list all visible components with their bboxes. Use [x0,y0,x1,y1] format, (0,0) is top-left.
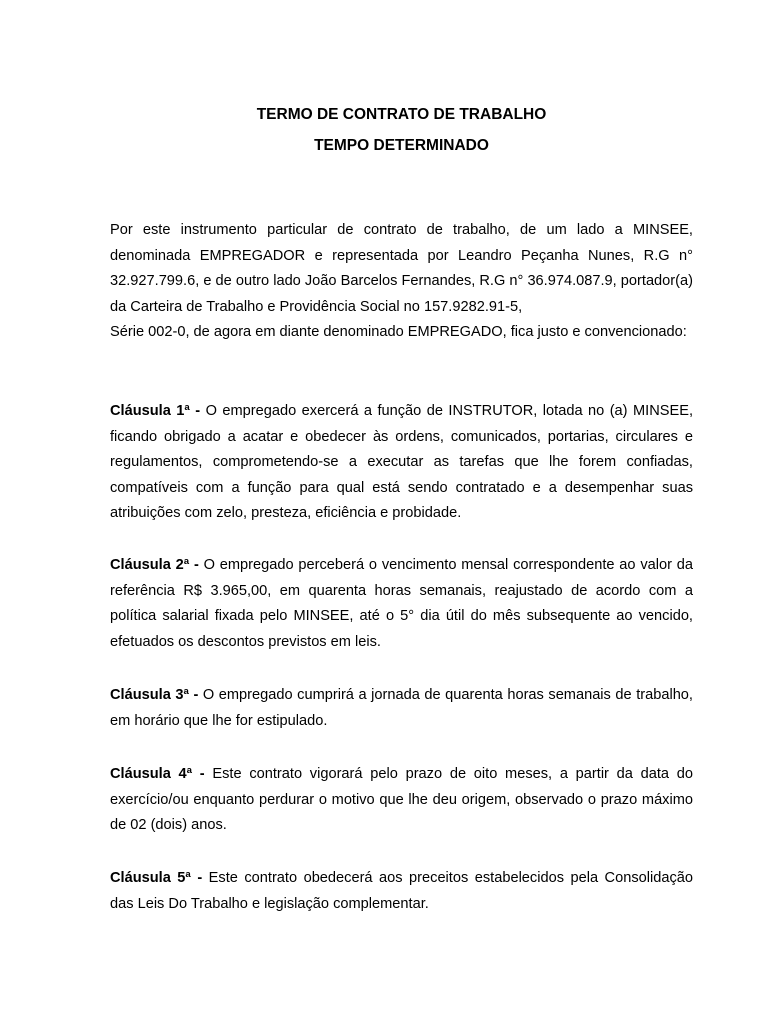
clause-1-text: O empregado exercerá a função de INSTRUTOR, lotada no (a) MINSEE, ficando obrigado a acatar e obedecer às ordens, comunicados, portarias, circulares e regulamentos, comprometendo-se a executar as tarefas que lhe forem confiadas, compatíveis com a função para qual está sendo contratado e a desempenhar suas atribuições com zelo, presteza, eficiência e probidade. [110,403,693,521]
clause-3-label: Cláusula 3ª - [110,687,199,703]
clause-3 [110,683,693,734]
clause-4 [110,762,693,839]
intro-text-part1: Por este instrumento particular de contrato de trabalho, de um lado a MINSEE, denominada EMPREGADOR e representada por Leandro Peçanha Nunes, R.G n° 32.927.799.6, e de outro lado João Barcelos Fernandes, R.G n° 36.974.087.9, portador(a) da Carteira de Trabalho e Providência Social no 157.9282.91-5, [110,222,693,315]
clause-5-text: Este contrato obedecerá aos preceitos estabelecidos pela Consolidação das Leis Do Trabalho e legislação complementar. [110,870,693,912]
clause-2 [110,553,693,655]
clause-3-text: O empregado cumprirá a jornada de quarenta horas semanais de trabalho, em horário que lhe for estipulado. [110,687,693,729]
clause-4-label: Cláusula 4ª - [110,766,205,782]
intro-text-part2: Série 002-0, de agora em diante denominado EMPREGADO, fica justo e convencionado: [110,324,687,340]
document-title: TERMO DE CONTRATO DE TRABALHO [256,106,547,123]
document-subtitle: TEMPO DETERMINADO [314,137,489,154]
clause-1 [110,399,693,527]
clause-5 [110,866,693,917]
clause-4-text: Este contrato vigorará pelo prazo de oito meses, a partir da data do exercício/ou enquanto perdurar o motivo que lhe deu origem, observado o prazo máximo de 02 (dois) anos. [110,766,693,833]
clause-1-label: Cláusula 1ª - [110,403,201,419]
clause-5-label: Cláusula 5ª - [110,870,203,886]
clause-2-label: Cláusula 2ª - [110,557,199,573]
intro-paragraph [110,218,693,346]
clause-2-text: O empregado perceberá o vencimento mensal correspondente ao valor da referência R$ 3.965,00, em quarenta horas semanais, reajustado de acordo com a política salarial fixada pelo MINSEE, até o 5° dia útil do mês subsequente ao vencido, efetuados os descontos previstos em leis. [110,557,693,650]
